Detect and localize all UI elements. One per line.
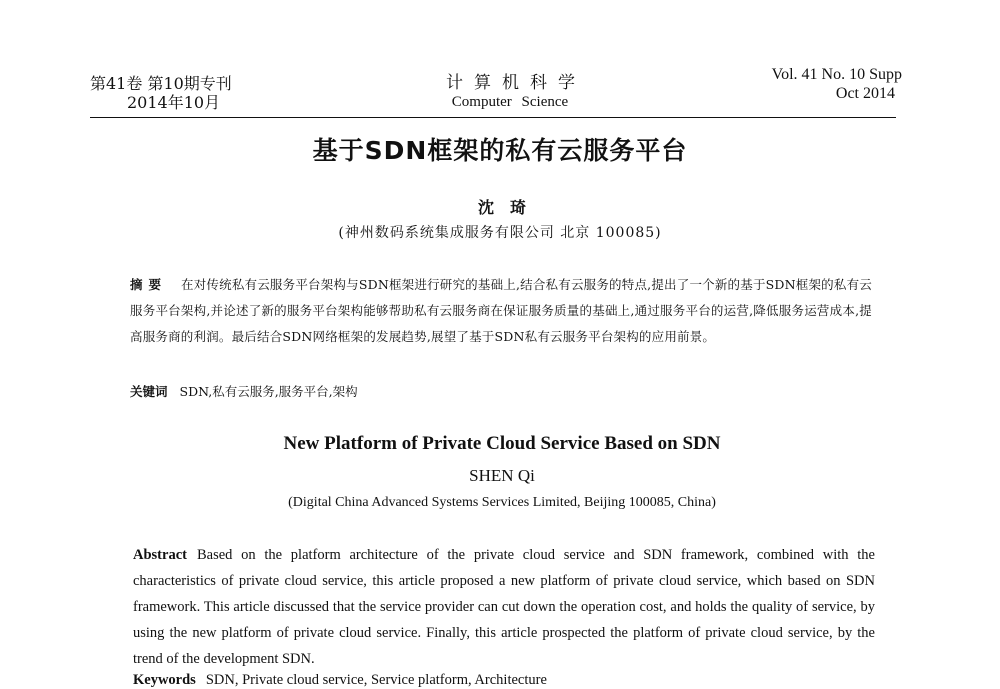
abstract-cn [130,272,872,350]
header-rule [90,117,896,118]
date-en: Oct 2014 [835,85,895,102]
abstract-label-en: Abstract [133,547,187,563]
abstract-text-en: Based on the platform architecture of the private cloud service and SDN framework, combined with the characteristics of private cloud service, this article proposed a new platform of private cloud service, which based on SDN framework. This article discussed that the service provider can cut down the operation cost, and holds the quality of service, by using the new platform of private cloud service. Finally, this article prospected the platform of private cloud service, by the trend of the development SDN. [133,547,875,667]
keywords-cn [130,382,358,400]
journal-issue-cn [90,74,232,112]
journal-name [435,68,585,111]
paper-title-cn: 基于SDN框架的私有云服务平台 [312,136,688,165]
affiliation-en: (Digital China Advanced Systems Services Limited, Beijing 100085, China) [288,495,716,510]
keywords-label-en: Keywords [133,672,196,688]
journal-name-cn: 计算机科学 [446,73,586,93]
affiliation-cn: (神州数码系统集成服务有限公司 北京 100085) [338,225,662,241]
journal-name-en: Computer Science [451,94,569,110]
keywords-text-cn: SDN,私有云服务,服务平台,架构 [179,384,358,399]
journal-issue-en [772,65,902,103]
volume-issue-cn: 第41卷 第10期专刊 [90,74,232,93]
abstract-en [133,542,875,672]
keywords-label-cn: 关键词 [130,384,168,399]
author-en: SHEN Qi [469,466,535,485]
abstract-text-cn: 在对传统私有云服务平台架构与SDN框架进行研究的基础上,结合私有云服务的特点,提出了一个新的基于SDN框架的私有云服务平台架构,并论述了新的服务平台架构能够帮助私有云服务商在保证服务质量的基础上,通过服务平台的运营,降低服务运营成本,提高服务商的利润。最后结合SDN网络框架的发展趋势,展望了基于SDN私有云服务平台架构的应用前景。 [130,277,872,344]
keywords-text-en: SDN, Private cloud service, Service platform, Architecture [205,672,547,688]
date-cn: 2014年10月 [127,93,221,112]
paper-title-en: New Platform of Private Cloud Service Based on SDN [283,433,721,454]
keywords-en [133,672,547,689]
abstract-label-cn: 摘要 [130,277,168,292]
author-cn: 沈琦 [477,198,542,217]
volume-issue-en: Vol. 41 No. 10 Supp [771,66,902,83]
